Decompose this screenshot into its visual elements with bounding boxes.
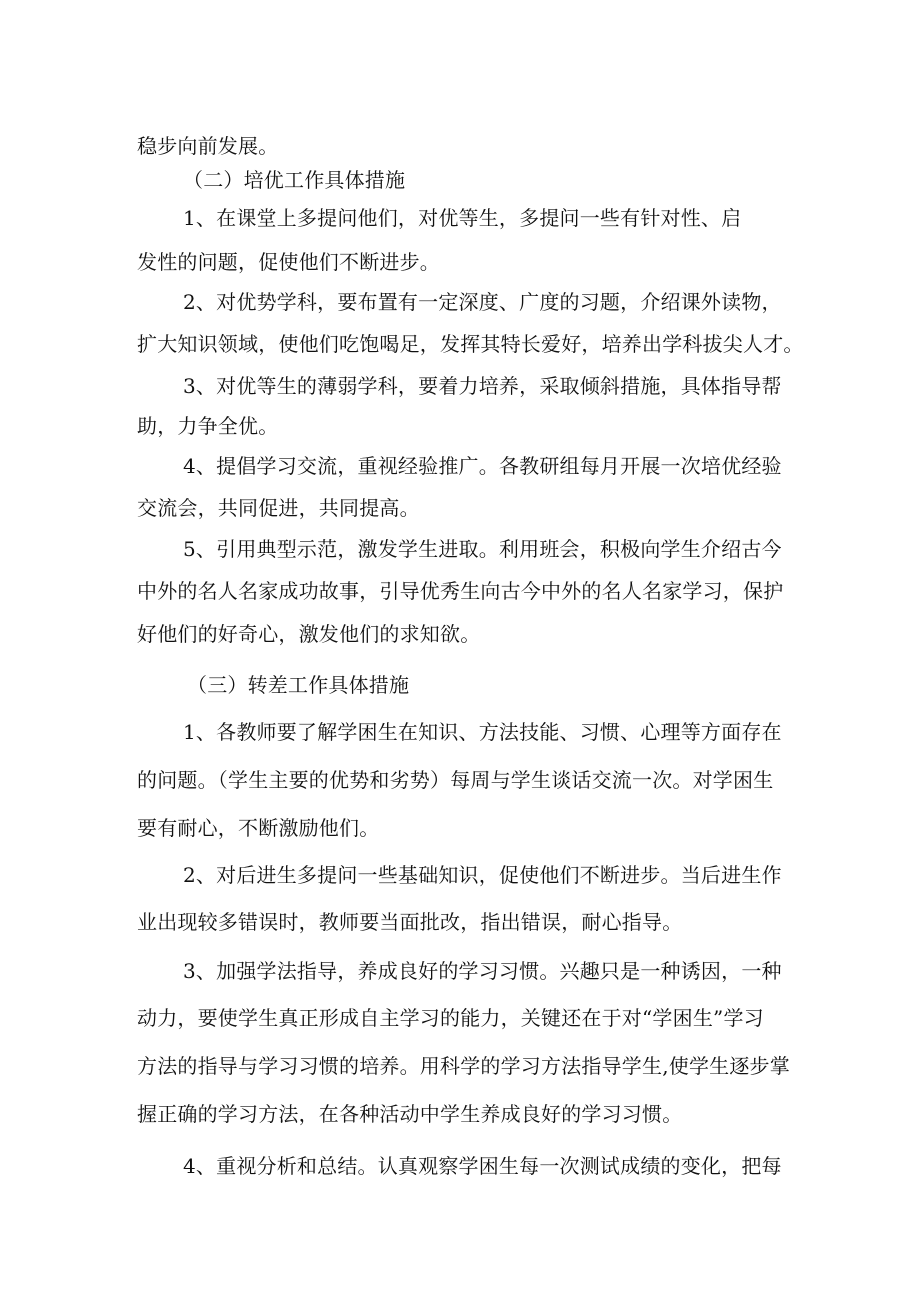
text-line: 3、加强学法指导，养成良好的学习习惯。兴趣只是一种诱因，一种 xyxy=(183,959,782,983)
section-heading: （三）转差工作具体措施 xyxy=(187,673,410,697)
text-line: 2、对后进生多提问一些基础知识，促使他们不断进步。当后进生作 xyxy=(183,863,782,887)
text-line: 方法的指导与学习习惯的培养。用科学的学习方法指导学生,使学生逐步掌 xyxy=(137,1054,790,1078)
text-line: 2、对优势学科，要布置有一定深度、广度的习题，介绍课外读物， xyxy=(183,290,782,314)
text-line: 握正确的学习方法，在各种活动中学生养成良好的学习习惯。 xyxy=(137,1102,683,1126)
text-line: 动力，要使学生真正形成自主学习的能力，关键还在于对“学困生”学习 xyxy=(137,1006,764,1030)
text-line: 好他们的好奇心，激发他们的求知欲。 xyxy=(137,622,481,646)
text-line: 交流会，共同促进，共同提高。 xyxy=(137,496,420,520)
text-line: 扩大知识领域，使他们吃饱喝足，发挥其特长爱好，培养出学科拔尖人才。 xyxy=(137,332,804,356)
text-line: 中外的名人名家成功故事，引导优秀生向古今中外的名人名家学习，保护 xyxy=(137,579,784,603)
text-line: 1、各教师要了解学困生在知识、方法技能、习惯、心理等方面存在 xyxy=(183,720,782,744)
text-line: 发性的问题，促使他们不断进步。 xyxy=(137,250,440,274)
text-line: 3、对优等生的薄弱学科，要着力培养，采取倾斜措施，具体指导帮 xyxy=(183,374,782,398)
text-line: 4、提倡学习交流，重视经验推广。各教研组每月开展一次培优经验 xyxy=(183,454,782,478)
text-line: 5、引用典型示范，激发学生进取。利用班会，积极向学生介绍古今 xyxy=(183,537,782,561)
section-heading: （二）培优工作具体措施 xyxy=(183,168,406,192)
text-line: 的问题。（学生主要的优势和劣势）每周与学生谈话交流一次。对学困生 xyxy=(137,768,774,792)
text-line: 4、重视分析和总结。认真观察学困生每一次测试成绩的变化，把每 xyxy=(183,1154,782,1178)
text-line: 要有耐心，不断激励他们。 xyxy=(137,816,380,840)
text-line: 稳步向前发展。 xyxy=(137,134,279,158)
text-line: 助，力争全优。 xyxy=(137,414,279,438)
text-line: 1、在课堂上多提问他们，对优等生，多提问一些有针对性、启 xyxy=(183,206,742,230)
text-line: 业出现较多错误时，教师要当面批改，指出错误，耐心指导。 xyxy=(137,910,683,934)
